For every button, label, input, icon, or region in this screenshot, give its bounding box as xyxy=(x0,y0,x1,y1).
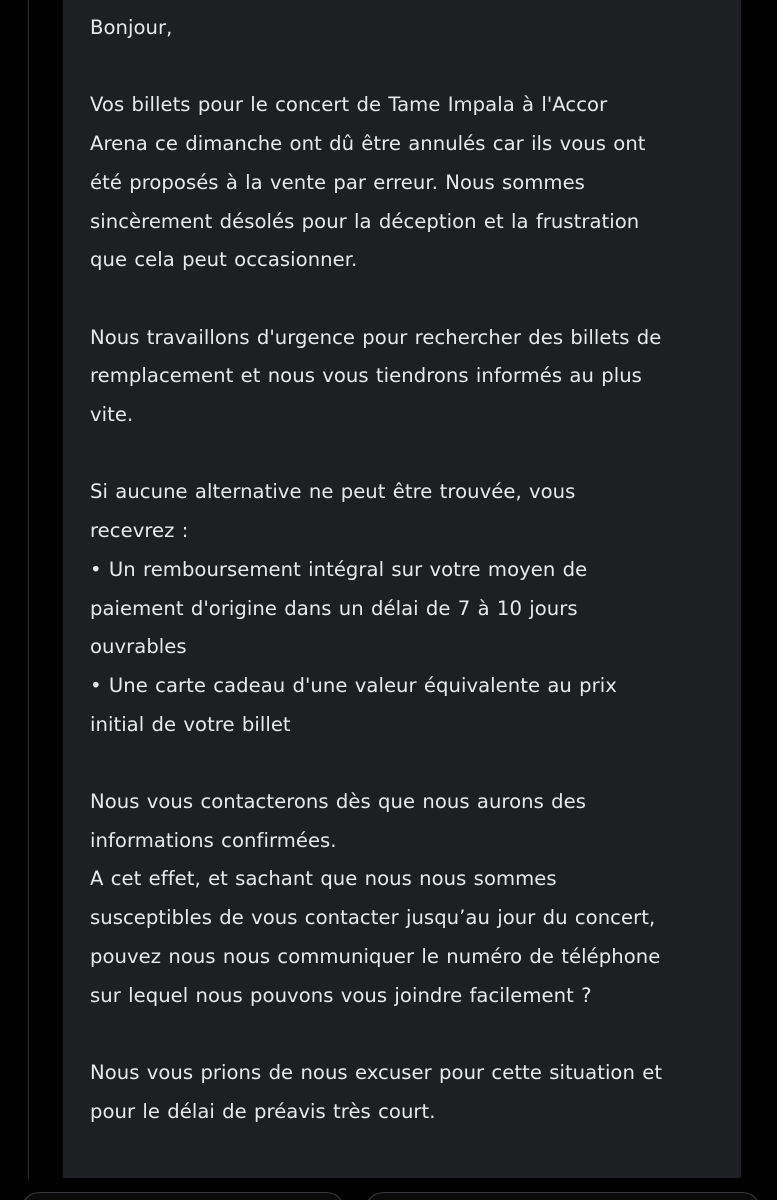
text-line: Nous vous prions de nous excuser pour cette situation et xyxy=(90,1060,663,1084)
text-line: recevrez : xyxy=(90,519,189,543)
contact-paragraph xyxy=(90,783,719,1015)
apology-paragraph xyxy=(90,1054,719,1131)
bullet-giftcard-line: • Une carte cadeau d'une valeur équivalente au prix xyxy=(90,673,617,697)
bullet-refund-line: ouvrables xyxy=(90,635,187,659)
text-line: Si aucune alternative ne peut être trouvée, vous xyxy=(90,480,576,504)
paragraph-spacer xyxy=(90,435,719,474)
greeting-line: Bonjour, xyxy=(90,16,173,39)
text-line: informations confirmées. xyxy=(90,828,337,852)
replacement-paragraph xyxy=(90,319,719,435)
greeting-paragraph xyxy=(90,9,719,48)
text-line: Nous travaillons d'urgence pour rechercher des billets de xyxy=(90,325,662,349)
text-line: vite. xyxy=(90,403,134,426)
paragraph-spacer xyxy=(90,48,719,87)
paragraph-spacer xyxy=(90,744,719,783)
bottom-action-button-left[interactable] xyxy=(20,1192,346,1200)
bullet-giftcard-line: initial de votre billet xyxy=(90,712,291,736)
text-line: susceptibles de vous contacter jusqu’au jour du concert, xyxy=(90,906,656,930)
text-line: Nous vous contacterons dès que nous aurons des xyxy=(90,790,587,813)
bottom-action-button-right[interactable] xyxy=(364,1192,762,1200)
alternatives-paragraph xyxy=(90,473,719,744)
paragraph-spacer xyxy=(90,280,719,319)
text-line: été proposés à la vente par erreur. Nous sommes xyxy=(90,170,585,194)
bullet-refund-line: paiement d'origine dans un délai de 7 à 10 jours xyxy=(90,596,578,620)
text-line: A cet effet, et sachant que nous nous sommes xyxy=(90,867,557,891)
text-line: pouvez nous nous communiquer le numéro de téléphone xyxy=(90,944,661,968)
cancellation-paragraph xyxy=(90,86,719,280)
message-body xyxy=(63,0,741,1178)
text-line: pour le délai de préavis très court. xyxy=(90,1099,436,1123)
bullet-refund-line: • Un remboursement intégral sur votre moyen de xyxy=(90,557,588,581)
text-line: sur lequel nous pouvons vous joindre facilement ? xyxy=(90,983,592,1007)
paragraph-spacer xyxy=(90,1015,719,1054)
text-line: Arena ce dimanche ont dû être annulés car ils vous ont xyxy=(90,132,646,156)
thread-line xyxy=(28,0,29,1178)
text-line: remplacement et nous vous tiendrons informés au plus xyxy=(90,364,642,388)
text-line: Vos billets pour le concert de Tame Impala à l'Accor xyxy=(90,93,608,117)
text-line: sincèrement désolés pour la déception et la frustration xyxy=(90,209,640,233)
text-line: que cela peut occasionner. xyxy=(90,248,358,272)
